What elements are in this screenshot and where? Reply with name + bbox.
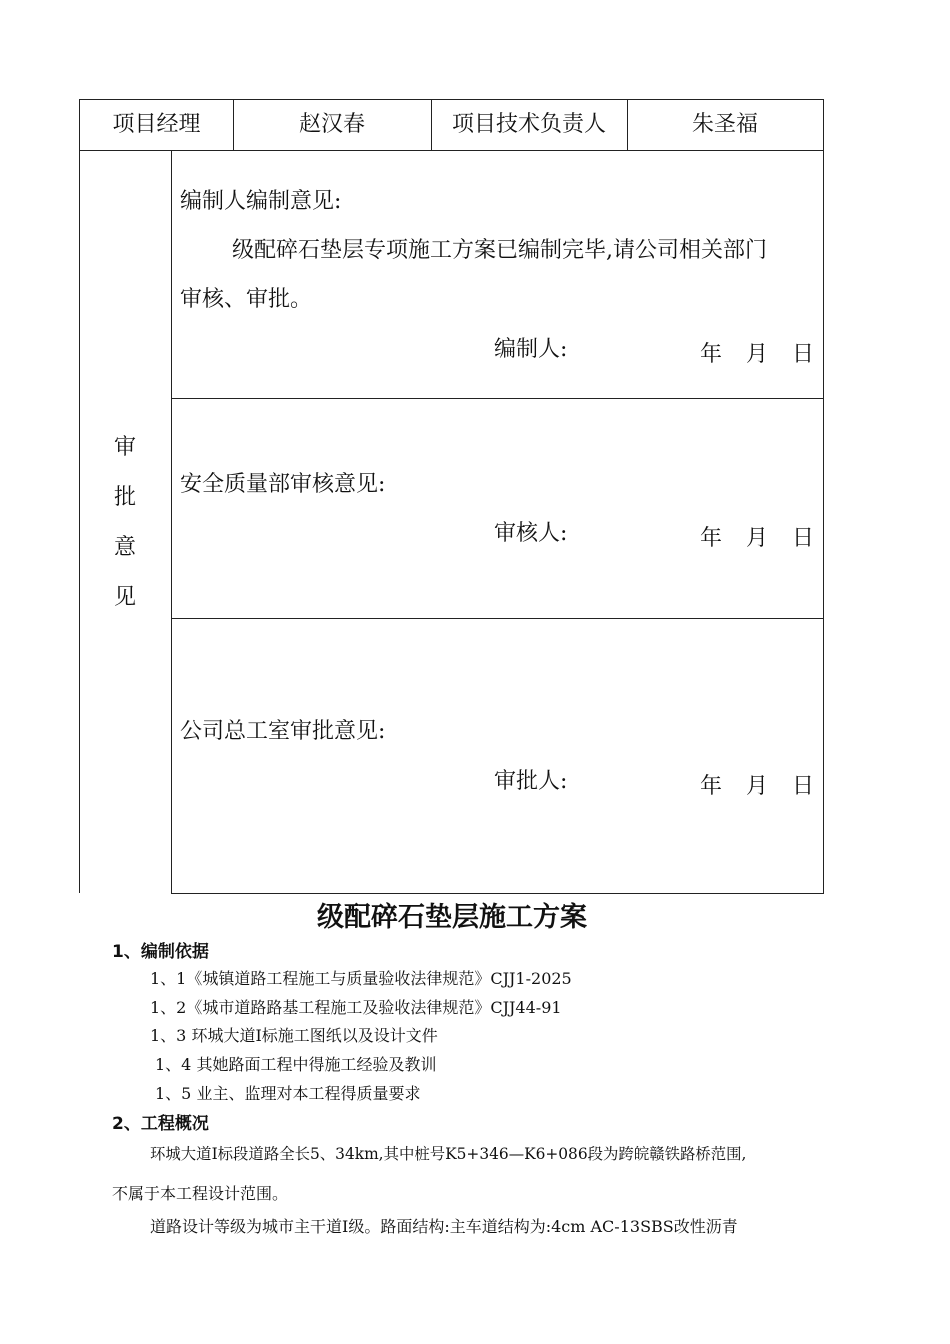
basis-item-4: 1、4 其她路面工程中得施工经验及教训	[155, 1055, 437, 1074]
compiler-text-line1: 级配碎石垫层专项施工方案已编制完毕,请公司相关部门	[232, 238, 767, 263]
section1-heading: 1、编制依据	[112, 942, 209, 962]
compiler-day: 日	[792, 342, 815, 367]
safety-heading: 安全质量部审核意见:	[180, 472, 386, 497]
basis-item-5: 1、5 业主、监理对本工程得质量要求	[155, 1084, 421, 1103]
label-col-sep	[171, 150, 172, 894]
chief-signer-label: 审批人:	[494, 769, 568, 794]
side-label-char-1: 审	[113, 435, 136, 460]
safety-month: 月	[746, 526, 769, 551]
chief-year: 年	[700, 774, 723, 799]
safety-day: 日	[792, 526, 815, 551]
table-border-left	[79, 99, 80, 893]
table-header-divider	[79, 150, 824, 151]
safety-year: 年	[700, 526, 723, 551]
overview-para2-line1: 道路设计等级为城市主干道Ⅰ级。路面结构:主车道结构为:4cm AC-13SBS改性沥青	[150, 1217, 738, 1236]
side-label-char-4: 见	[113, 585, 136, 610]
safety-signer-label: 审核人:	[494, 521, 568, 546]
tech-lead-label: 项目技术负责人	[451, 112, 606, 137]
compiler-year: 年	[700, 342, 723, 367]
chief-heading: 公司总工室审批意见:	[180, 719, 386, 744]
chief-month: 月	[746, 774, 769, 799]
table-border-top	[79, 99, 824, 100]
table-divider-2	[171, 618, 824, 619]
project-manager-label: 项目经理	[112, 112, 201, 137]
table-border-bottom	[171, 893, 824, 894]
compiler-heading: 编制人编制意见:	[180, 189, 342, 214]
basis-item-2: 1、2《城市道路路基工程施工及验收法律规范》CJJ44-91	[150, 998, 562, 1017]
overview-para1-line1: 环城大道Ⅰ标段道路全长5、34km,其中桩号K5+346—K6+086段为跨皖赣铁路桥范围,	[150, 1145, 747, 1163]
side-label-char-2: 批	[113, 485, 136, 510]
project-manager-name: 赵汉春	[298, 112, 365, 137]
basis-item-1: 1、1《城镇道路工程施工与质量验收法律规范》CJJ1-2025	[150, 969, 572, 988]
chief-day: 日	[792, 774, 815, 799]
basis-item-3: 1、3 环城大道Ⅰ标施工图纸以及设计文件	[150, 1026, 438, 1045]
compiler-signer-label: 编制人:	[494, 337, 568, 362]
table-divider-1	[171, 398, 824, 399]
side-label-char-3: 意	[113, 535, 136, 560]
compiler-text-line2: 审核、审批。	[180, 287, 313, 312]
table-border-right	[823, 99, 824, 894]
tech-lead-name: 朱圣福	[691, 112, 758, 137]
compiler-month: 月	[746, 342, 769, 367]
section2-heading: 2、工程概况	[112, 1114, 209, 1134]
overview-para1-line2: 不属于本工程设计范围。	[112, 1184, 289, 1203]
document-title: 级配碎石垫层施工方案	[317, 902, 587, 933]
